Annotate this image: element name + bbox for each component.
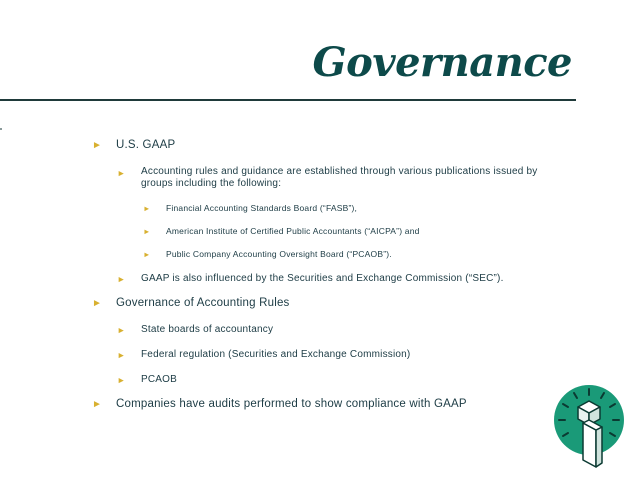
bullet-text: American Institute of Certified Public Accountants (“AICPA”) and	[166, 226, 420, 236]
bullet-text: Public Company Accounting Oversight Board (“PCAOB”).	[166, 249, 392, 259]
bullet-arrow-icon: ►	[117, 350, 126, 360]
bullet-text: Federal regulation (Securities and Exchange Commission)	[141, 349, 411, 360]
bullet-text: State boards of accountancy	[141, 324, 274, 335]
bullet-level2	[117, 273, 504, 284]
bullet-arrow-icon: ►	[92, 399, 103, 410]
bullet-text: Companies have audits performed to show compliance with GAAP	[116, 398, 467, 410]
bullet-level2	[117, 349, 411, 360]
bullet-arrow-icon: ►	[117, 325, 126, 335]
slide-title: Governance	[312, 39, 572, 86]
bullet-arrow-icon: ►	[143, 227, 151, 236]
cube-tower-logo	[552, 383, 626, 469]
bullet-text: Financial Accounting Standards Board (“FASB”),	[166, 203, 358, 213]
bullet-level3	[143, 203, 358, 213]
bullet-level1	[92, 139, 176, 151]
bullet-level1	[92, 398, 467, 410]
title-divider	[0, 99, 576, 101]
bullet-arrow-icon: ►	[117, 375, 126, 385]
bullet-text: GAAP is also influenced by the Securities and Exchange Commission (“SEC”).	[141, 273, 504, 284]
bullet-arrow-icon: ►	[143, 250, 151, 259]
bullet-arrow-icon: ►	[92, 298, 103, 309]
bullet-text: Accounting rules and guidance are established through various publications issued by groups including the following:	[141, 166, 538, 189]
bullet-arrow-icon: ►	[92, 140, 103, 151]
bullet-arrow-icon: ►	[117, 274, 126, 284]
bullet-level3	[143, 249, 392, 259]
bullet-arrow-icon: ►	[143, 204, 151, 213]
bullet-level2	[117, 324, 274, 335]
bullet-level2	[117, 166, 551, 190]
edge-mark	[0, 128, 2, 130]
bullet-text: PCAOB	[141, 374, 178, 385]
bullet-level3	[143, 226, 420, 236]
bullet-level2	[117, 374, 178, 385]
bullet-arrow-icon: ►	[117, 168, 126, 178]
bullet-level1	[92, 297, 290, 309]
bullet-text: Governance of Accounting Rules	[116, 297, 290, 309]
bullet-text: U.S. GAAP	[116, 139, 176, 151]
